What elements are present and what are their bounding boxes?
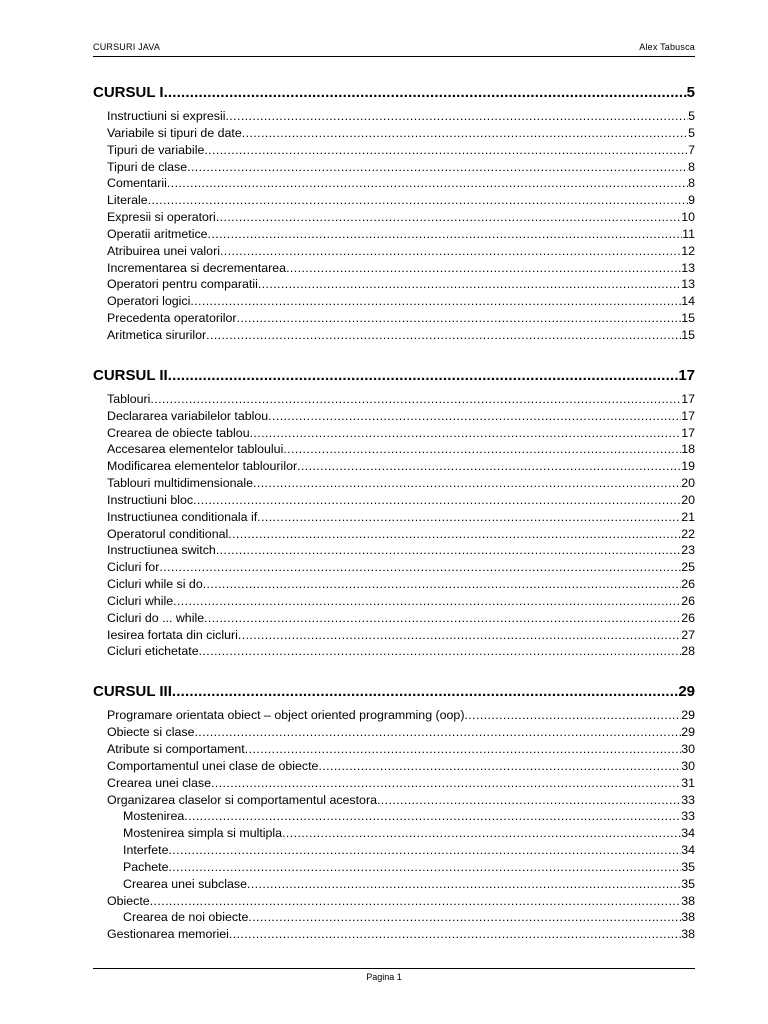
entry-page-number: 38: [681, 927, 695, 942]
leader-dots: [250, 425, 682, 442]
entry-title: Cicluri for: [107, 560, 160, 575]
leader-dots: [286, 260, 681, 277]
entry-title: Tablouri multidimensionale: [107, 476, 254, 491]
entry-page-number: 26: [681, 577, 695, 592]
leader-dots: [216, 209, 681, 226]
entry-title: Cicluri do ... while: [107, 610, 205, 625]
entry-title: Aritmetica sirurilor: [107, 327, 207, 342]
entry-title: Accesarea elementelor tabloului: [107, 442, 284, 457]
entry-title: Organizarea claselor si comportamentul acestora: [107, 792, 377, 807]
entry-title: Literale: [107, 193, 148, 208]
entry-page-number: 8: [688, 176, 695, 191]
entry-page-number: 17: [681, 391, 695, 406]
toc-entry[interactable]: [93, 758, 695, 775]
entry-page-number: 13: [681, 277, 695, 292]
entry-page-number: 7: [688, 142, 695, 157]
entry-page-number: 21: [681, 509, 695, 524]
entry-page-number: 19: [681, 459, 695, 474]
entry-page-number: 26: [681, 610, 695, 625]
toc-entry[interactable]: [93, 293, 695, 310]
leader-dots: [159, 559, 681, 576]
toc-entry[interactable]: [93, 408, 695, 425]
leader-dots: [208, 226, 683, 243]
toc-entry[interactable]: [93, 741, 695, 758]
entry-title: Tipuri de clase: [107, 159, 188, 174]
entry-title: Comentarii: [107, 176, 167, 191]
entry-page-number: 26: [681, 593, 695, 608]
entry-page-number: 18: [681, 442, 695, 457]
leader-dots: [225, 108, 688, 125]
entry-page-number: 20: [681, 476, 695, 491]
entry-title: Crearea unei subclase: [123, 876, 247, 891]
toc-entry[interactable]: [93, 125, 695, 142]
entry-title: Crearea de obiecte tablou: [107, 425, 250, 440]
leader-dots: [245, 741, 681, 758]
leader-dots: [204, 142, 688, 159]
toc-course-heading[interactable]: [93, 84, 695, 102]
leader-dots: [268, 408, 681, 425]
page-footer: Pagina 1: [366, 972, 402, 982]
course-title: CURSUL III: [93, 683, 172, 701]
entry-title: Incrementarea si decrementarea: [107, 260, 287, 275]
leader-dots: [282, 825, 681, 842]
leader-dots: [150, 391, 681, 408]
toc-entry[interactable]: [93, 391, 695, 408]
toc-entry[interactable]: [93, 643, 695, 660]
entry-page-number: 5: [688, 125, 695, 140]
leader-dots: [237, 310, 682, 327]
leader-dots: [258, 276, 681, 293]
toc-entry[interactable]: [93, 842, 695, 859]
leader-dots: [206, 327, 681, 344]
header-author: Alex Tabusca: [639, 42, 695, 52]
leader-dots: [220, 243, 681, 260]
entry-title: Iesirea fortata din cicluri: [107, 627, 238, 642]
course-title: CURSUL II: [93, 366, 168, 384]
entry-title: Pachete: [123, 859, 169, 874]
entry-title: Interfete: [123, 843, 169, 858]
toc-entry[interactable]: [93, 724, 695, 741]
entry-page-number: 34: [681, 826, 695, 841]
toc-entry[interactable]: [93, 775, 695, 792]
leader-dots: [168, 367, 679, 385]
entry-page-number: 33: [681, 809, 695, 824]
leader-dots: [248, 909, 681, 926]
entry-title: Gestionarea memoriei: [107, 927, 229, 942]
toc-entry[interactable]: [93, 327, 695, 344]
toc-entry[interactable]: [93, 576, 695, 593]
toc-entry[interactable]: [93, 310, 695, 327]
entry-title: Operatii aritmetice: [107, 226, 208, 241]
section-spacer: [93, 660, 695, 683]
leader-dots: [184, 808, 681, 825]
leader-dots: [168, 842, 681, 859]
entry-title: Obiecte: [107, 893, 150, 908]
leader-dots: [247, 876, 681, 893]
leader-dots: [194, 724, 681, 741]
toc-entry[interactable]: [93, 926, 695, 943]
entry-title: Declararea variabilelor tablou: [107, 408, 269, 423]
section-spacer: [93, 344, 695, 367]
entry-title: Comportamentul unei clase de obiecte: [107, 758, 319, 773]
entry-page-number: 30: [681, 742, 695, 756]
toc-entry[interactable]: [93, 159, 695, 176]
entry-title: Crearea unei clase: [107, 775, 212, 790]
toc-entry[interactable]: [93, 243, 695, 260]
leader-dots: [229, 926, 681, 943]
entry-title: Instructiuni si expresii: [107, 109, 226, 123]
entry-page-number: 38: [681, 893, 695, 908]
entry-page-number: 8: [688, 159, 695, 174]
leader-dots: [204, 610, 681, 627]
leader-dots: [318, 758, 681, 775]
table-of-contents: [93, 84, 695, 943]
toc-entry[interactable]: [93, 260, 695, 277]
toc-entry[interactable]: [93, 909, 695, 926]
leader-dots: [187, 159, 688, 176]
leader-dots: [164, 84, 687, 102]
leader-dots: [199, 643, 682, 660]
toc-entry[interactable]: [93, 441, 695, 458]
toc-entry[interactable]: [93, 526, 695, 543]
toc-entry[interactable]: [93, 825, 695, 842]
entry-page-number: 25: [681, 560, 695, 575]
toc-entry[interactable]: [93, 627, 695, 644]
entry-page-number: 22: [681, 526, 695, 541]
toc-entry[interactable]: [93, 425, 695, 442]
course-page-number: 5: [686, 84, 695, 101]
leader-dots: [148, 192, 688, 209]
leader-dots: [257, 509, 681, 526]
toc-entry[interactable]: [93, 707, 695, 724]
entry-title: Cicluri while: [107, 593, 174, 608]
toc-entry[interactable]: [93, 542, 695, 559]
entry-title: Obiecte si clase: [107, 725, 195, 740]
entry-title: Instructiuni bloc: [107, 492, 194, 507]
leader-dots: [167, 175, 688, 192]
leader-dots: [190, 293, 681, 310]
entry-title: Crearea de noi obiecte: [123, 910, 249, 925]
entry-page-number: 11: [682, 226, 695, 241]
entry-page-number: 34: [681, 843, 695, 858]
leader-dots: [377, 792, 681, 809]
toc-entry[interactable]: [93, 458, 695, 475]
toc-entry[interactable]: [93, 808, 695, 825]
toc-course-heading[interactable]: [93, 367, 695, 385]
leader-dots: [172, 683, 678, 701]
toc-entry[interactable]: [93, 859, 695, 876]
toc-entry[interactable]: [93, 192, 695, 209]
footer-divider: [93, 968, 695, 969]
entry-title: Precedenta operatorilor: [107, 311, 237, 326]
entry-page-number: 29: [681, 725, 695, 740]
toc-entry[interactable]: [93, 209, 695, 226]
entry-title: Variabile si tipuri de date: [107, 125, 242, 140]
page-header: [93, 42, 695, 56]
entry-title: Instructiunea conditionala if: [107, 509, 258, 524]
entry-page-number: 30: [681, 758, 695, 773]
entry-title: Tablouri: [107, 391, 151, 406]
toc-entry[interactable]: [93, 610, 695, 627]
leader-dots: [203, 576, 681, 593]
toc-entry[interactable]: [93, 475, 695, 492]
leader-dots: [297, 458, 681, 475]
header-divider: [93, 56, 695, 57]
toc-entry[interactable]: [93, 142, 695, 159]
course-title: CURSUL I: [93, 84, 164, 101]
entry-title: Cicluri etichetate: [107, 644, 199, 659]
toc-entry[interactable]: [93, 893, 695, 910]
course-page-number: 17: [678, 366, 695, 384]
leader-dots: [238, 627, 681, 644]
toc-entry[interactable]: [93, 276, 695, 293]
entry-title: Programare orientata obiect – object oriented programming (oop): [107, 708, 465, 723]
leader-dots: [464, 707, 681, 724]
entry-title: Atribute si comportament: [107, 742, 245, 756]
leader-dots: [193, 492, 681, 509]
entry-page-number: 38: [681, 910, 695, 925]
toc-entry[interactable]: [93, 593, 695, 610]
toc-entry[interactable]: [93, 226, 695, 243]
entry-page-number: 10: [681, 210, 695, 225]
entry-page-number: 23: [681, 543, 695, 558]
entry-title: Mostenirea simpla si multipla: [123, 826, 283, 841]
entry-page-number: 35: [681, 876, 695, 891]
toc-entry[interactable]: [93, 559, 695, 576]
entry-page-number: 5: [688, 109, 695, 123]
entry-title: Expresii si operatori: [107, 210, 216, 225]
entry-page-number: 17: [681, 425, 695, 440]
toc-course-heading[interactable]: [93, 683, 695, 701]
entry-title: Operatorul conditional: [107, 526, 229, 541]
course-page-number: 29: [678, 683, 695, 701]
entry-title: Modificarea elementelor tablourilor: [107, 459, 298, 474]
entry-title: Instructiunea switch: [107, 543, 216, 558]
leader-dots: [211, 775, 681, 792]
leader-dots: [242, 125, 688, 142]
entry-page-number: 14: [681, 294, 695, 309]
entry-page-number: 15: [681, 311, 695, 326]
entry-title: Operatori logici: [107, 294, 191, 309]
entry-page-number: 29: [681, 708, 695, 723]
entry-page-number: 28: [681, 644, 695, 659]
toc-entry[interactable]: [93, 492, 695, 509]
entry-page-number: 20: [681, 492, 695, 507]
leader-dots: [216, 542, 681, 559]
header-title: CURSURI JAVA: [93, 42, 161, 52]
entry-title: Tipuri de variabile: [107, 142, 205, 157]
entry-page-number: 35: [681, 859, 695, 874]
toc-entry[interactable]: [93, 876, 695, 893]
entry-page-number: 15: [681, 327, 695, 342]
leader-dots: [150, 893, 682, 910]
leader-dots: [283, 441, 681, 458]
leader-dots: [168, 859, 681, 876]
entry-page-number: 9: [688, 193, 695, 208]
toc-entry[interactable]: [93, 108, 695, 125]
entry-page-number: 13: [681, 260, 695, 275]
entry-page-number: 31: [681, 775, 695, 790]
toc-entry[interactable]: [93, 792, 695, 809]
toc-entry[interactable]: [93, 509, 695, 526]
toc-entry[interactable]: [93, 175, 695, 192]
entry-title: Cicluri while si do: [107, 577, 203, 592]
entry-page-number: 12: [681, 243, 695, 258]
entry-title: Mostenirea: [123, 809, 185, 824]
entry-page-number: 17: [681, 408, 695, 423]
entry-title: Operatori pentru comparatii: [107, 277, 258, 292]
leader-dots: [228, 526, 681, 543]
entry-page-number: 33: [681, 792, 695, 807]
leader-dots: [253, 475, 681, 492]
leader-dots: [173, 593, 681, 610]
entry-page-number: 27: [681, 627, 695, 642]
entry-title: Atribuirea unei valori: [107, 243, 220, 258]
